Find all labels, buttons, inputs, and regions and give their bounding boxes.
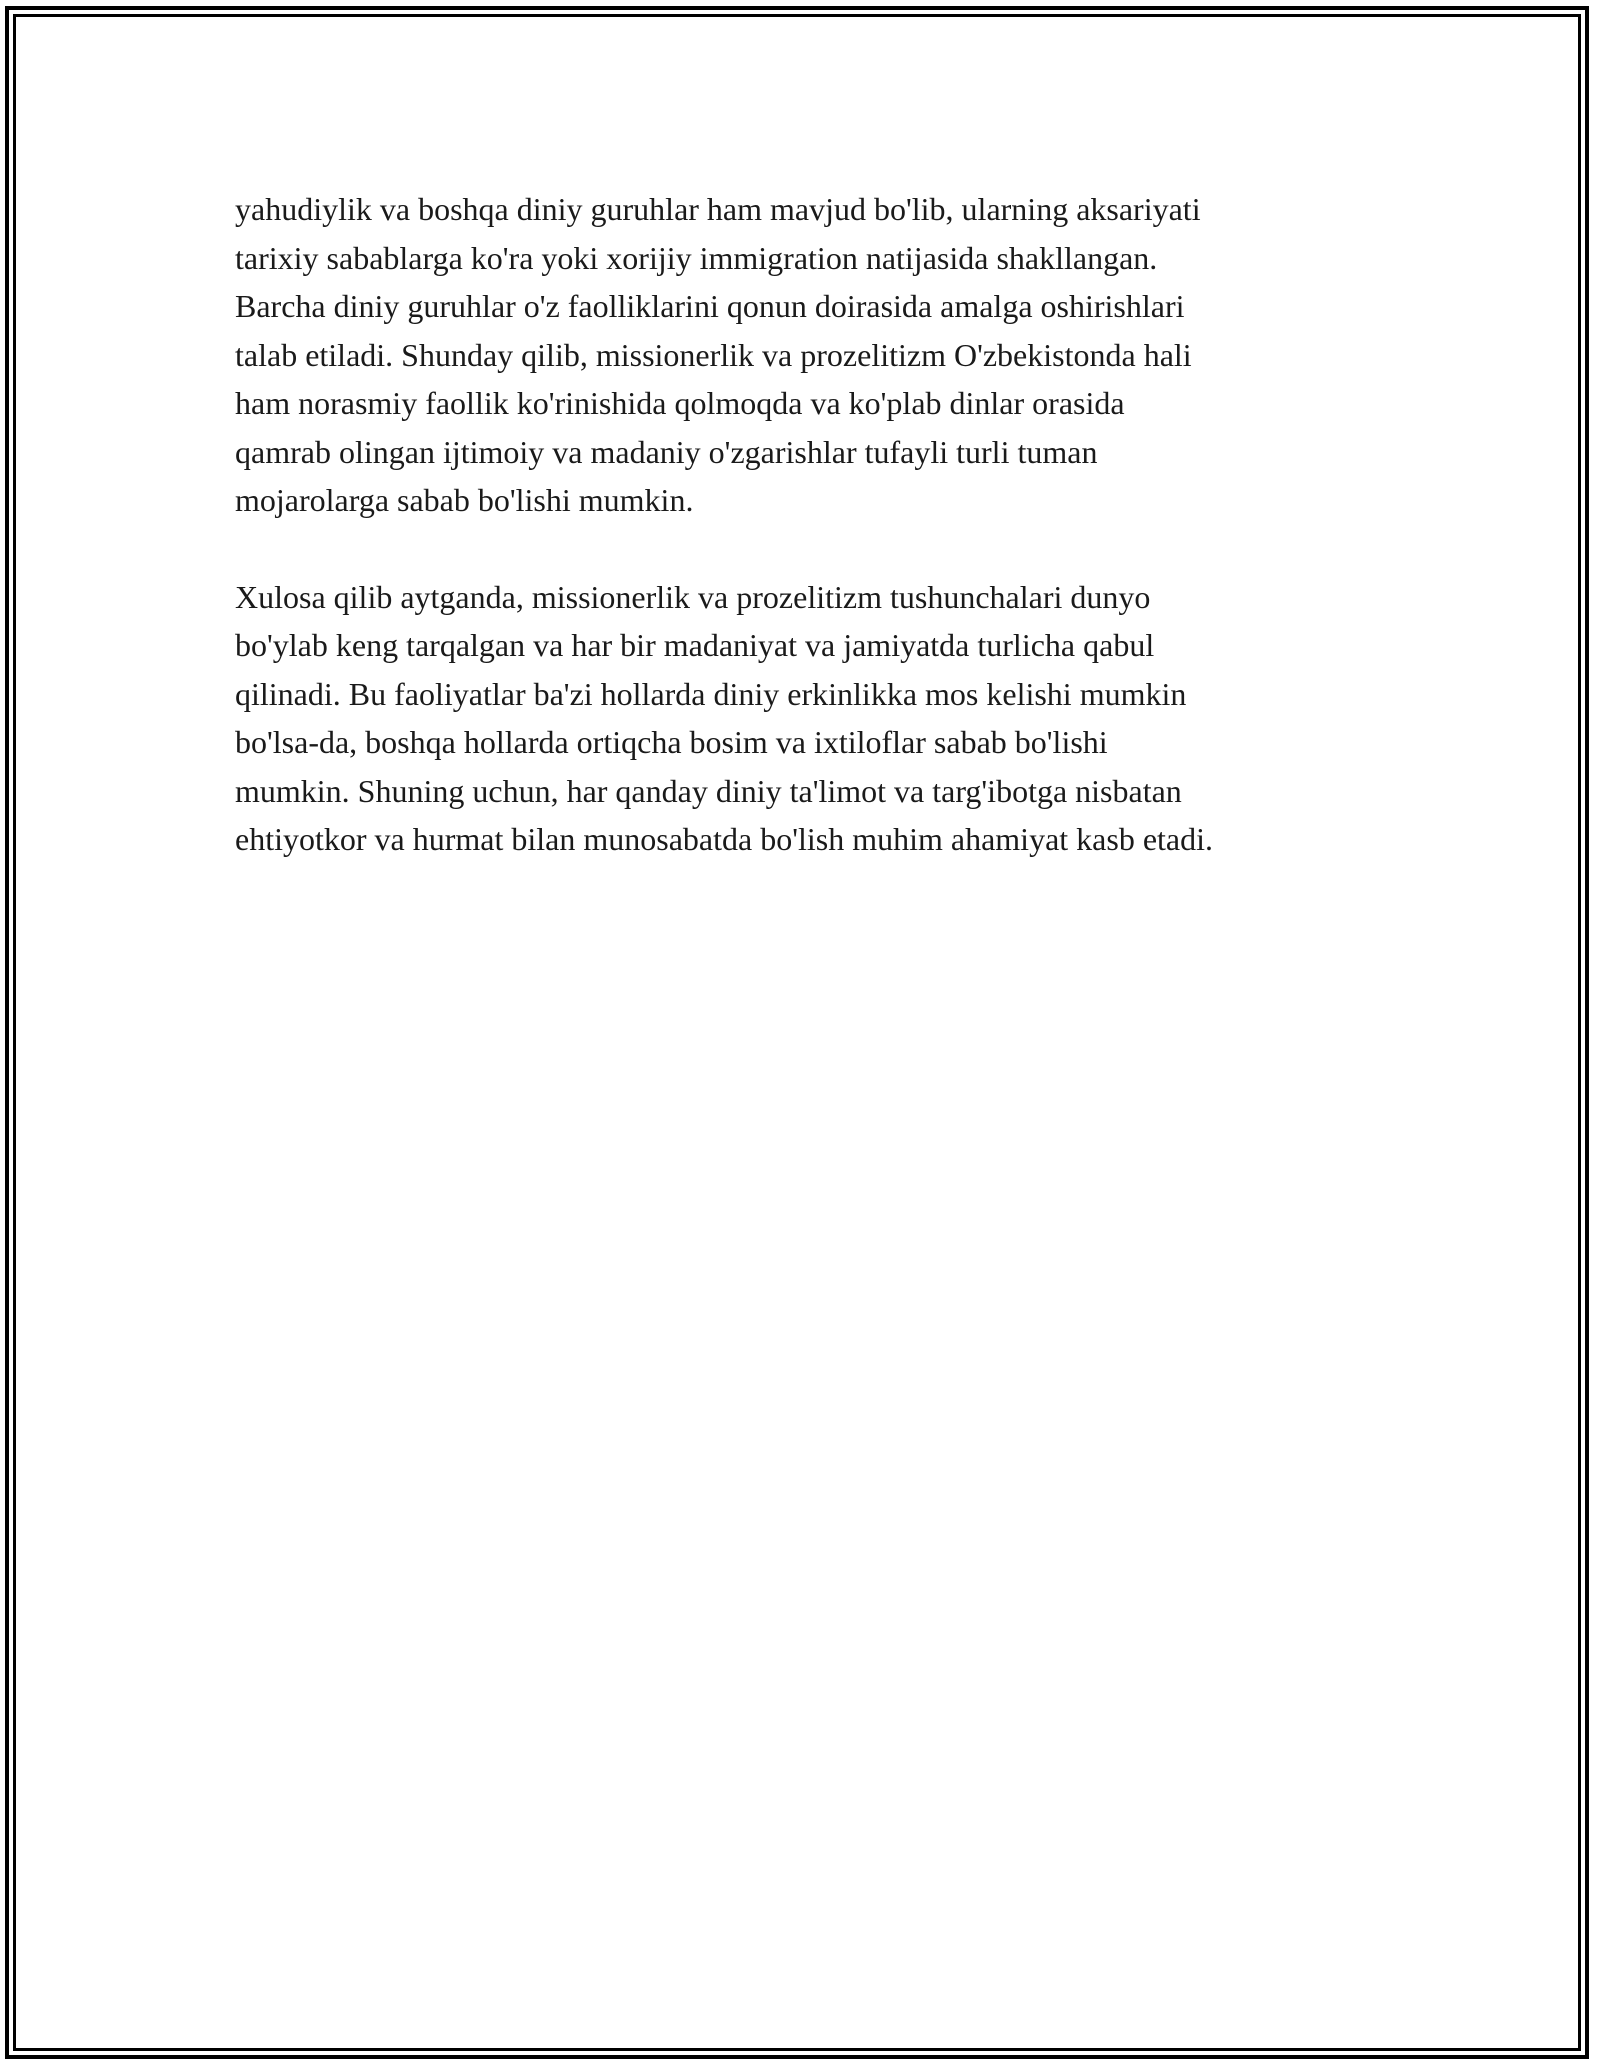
paragraph-1: yahudiylik va boshqa diniy guruhlar ham mavjud bo'lib, ularning aksariyati tarixiy sabablarga ko'ra yoki xorijiy immigration natijasida shakllangan. Barcha diniy guruhlar o'z faolliklarini qonun doirasida amalga oshirishlari talab etiladi. Shunday qilib, missionerlik va prozelitizm O'zbekistonda hali ham norasmiy faollik ko'rinishida qolmoqda va ko'plab dinlar orasida qamrab olingan ijtimoiy va madaniy o'zgarishlar tufayli turli tuman mojarolarga sabab bo'lishi mumkin. xyxy=(235,191,1201,518)
document-body xyxy=(235,185,1365,912)
paragraph-2: Xulosa qilib aytganda, missionerlik va prozelitizm tushunchalari dunyo bo'ylab keng tarqalgan va har bir madaniyat va jamiyatda turlicha qabul qilinadi. Bu faoliyatlar ba'zi hollarda diniy erkinlikka mos kelishi mumkin bo'lsa-da, boshqa hollarda ortiqcha bosim va ixtiloflar sabab bo'lishi mumkin. Shuning uchun, har qanday diniy ta'limot va targ'ibotga nisbatan ehtiyotkor va hurmat bilan munosabatda bo'lish muhim ahamiyat kasb etadi. xyxy=(235,578,1213,857)
